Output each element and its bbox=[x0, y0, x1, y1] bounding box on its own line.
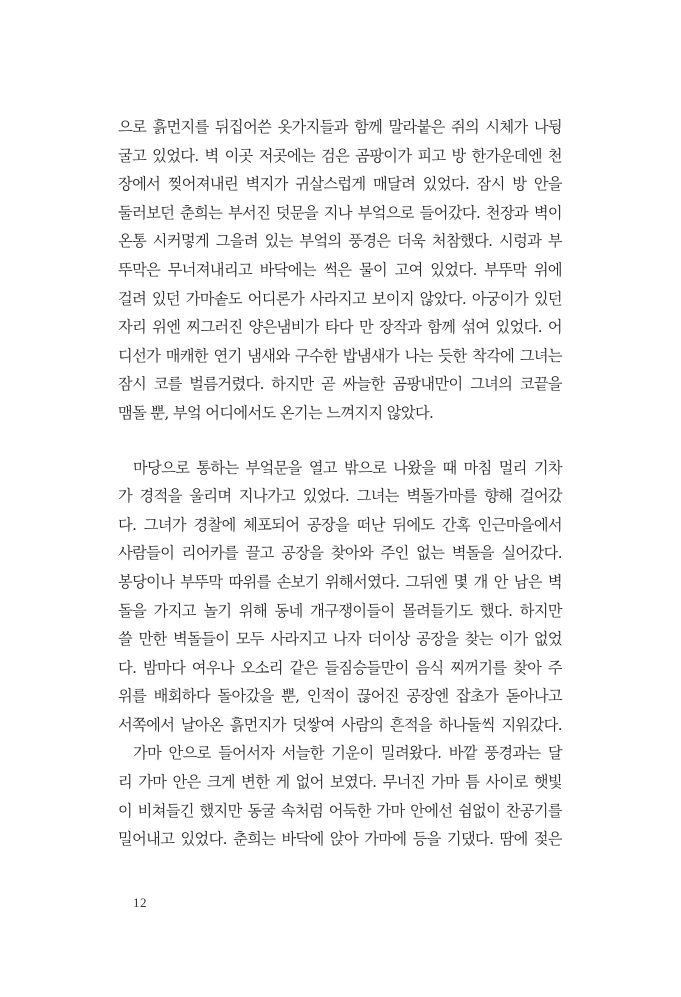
text-line: 잠시 코를 벌름거렸다. 하지만 곧 싸늘한 곰팡내만이 그녀의 코끝을 bbox=[118, 375, 562, 394]
text-line: 위를 배회하다 돌아갔을 뿐, 인적이 끊어진 공장엔 잡초가 돋아나고 bbox=[118, 687, 562, 706]
text-line: 자리 위엔 찌그러진 양은냄비가 타다 만 장작과 함께 섞여 있었다. 어 bbox=[118, 318, 562, 337]
text-line: 걸려 있던 가마솥도 어디론가 사라지고 보이지 않았다. 아궁이가 있던 bbox=[118, 289, 562, 308]
text-line: 이 비쳐들긴 했지만 동굴 속처럼 어둑한 가마 안에선 쉼없이 찬공기를 bbox=[118, 801, 562, 820]
body-text bbox=[118, 113, 562, 854]
text-line: 맴돌 뿐, 부엌 어디에서도 온기는 느껴지지 않았다. bbox=[118, 403, 434, 422]
text-line: 마당으로 통하는 부엌문을 열고 밖으로 나왔을 때 마침 멀리 기차 bbox=[133, 458, 562, 477]
text-line: 봉당이나 부뚜막 따위를 손보기 위해서였다. 그뒤엔 몇 개 안 남은 벽 bbox=[118, 572, 562, 591]
paragraph-3 bbox=[118, 739, 562, 853]
text-line: 둘러보던 춘희는 부서진 덧문을 지나 부엌으로 들어갔다. 천장과 벽이 bbox=[118, 203, 562, 222]
text-line: 뚜막은 무너져내리고 바닥에는 썩은 물이 고여 있었다. 부뚜막 위에 bbox=[118, 260, 562, 279]
text-line: 쓸 만한 벽돌들이 모두 사라지고 나자 더이상 공장을 찾는 이가 없었 bbox=[118, 630, 562, 649]
text-line: 사람들이 리어카를 끌고 공장을 찾아와 주인 없는 벽돌을 실어갔다. bbox=[118, 544, 562, 563]
text-line: 으로 흙먼지를 뒤집어쓴 옷가지들과 함께 말라붙은 쥐의 시체가 나뒹 bbox=[118, 118, 562, 136]
text-line: 가 경적을 울리며 지나가고 있었다. 그녀는 벽돌가마를 향해 걸어갔 bbox=[118, 487, 562, 506]
text-line: 가마 안으로 들어서자 서늘한 기운이 밀려왔다. 바깥 풍경과는 달 bbox=[133, 744, 562, 763]
text-line: 장에서 찢어져내린 벽지가 귀살스럽게 매달려 있었다. 잠시 방 안을 bbox=[118, 175, 562, 194]
text-line: 리 가마 안은 크게 변한 게 없어 보였다. 무너진 가마 틈 사이로 햇빛 bbox=[118, 773, 562, 792]
text-line: 굴고 있었다. 벽 이곳 저곳에는 검은 곰팡이가 피고 방 한가운데엔 천 bbox=[118, 146, 562, 165]
text-line: 온통 시커멓게 그을려 있는 부엌의 풍경은 더욱 처참했다. 시렁과 부 bbox=[118, 232, 562, 251]
page-number: 12 bbox=[133, 895, 147, 910]
text-line: 디선가 매캐한 연기 냄새와 구수한 밥냄새가 나는 듯한 착각에 그녀는 bbox=[118, 346, 562, 365]
text-line: 서쪽에서 날아온 흙먼지가 덧쌓여 사람의 흔적을 하나둘씩 지워갔다. bbox=[118, 715, 562, 734]
paragraph-2 bbox=[118, 454, 562, 740]
text-line: 돌을 가지고 놀기 위해 동네 개구쟁이들이 몰려들기도 했다. 하지만 bbox=[118, 601, 562, 620]
text-line: 다. 밤마다 여우나 오소리 같은 들짐승들만이 음식 찌꺼기를 찾아 주 bbox=[118, 658, 562, 677]
paragraph-1 bbox=[118, 113, 562, 428]
paragraph-gap bbox=[118, 428, 562, 454]
text-line: 다. 그녀가 경찰에 체포되어 공장을 떠난 뒤에도 간혹 인근마을에서 bbox=[118, 515, 562, 534]
text-line: 밀어내고 있었다. 춘희는 바닥에 앉아 가마에 등을 기댔다. 땀에 젖은 bbox=[118, 830, 562, 849]
